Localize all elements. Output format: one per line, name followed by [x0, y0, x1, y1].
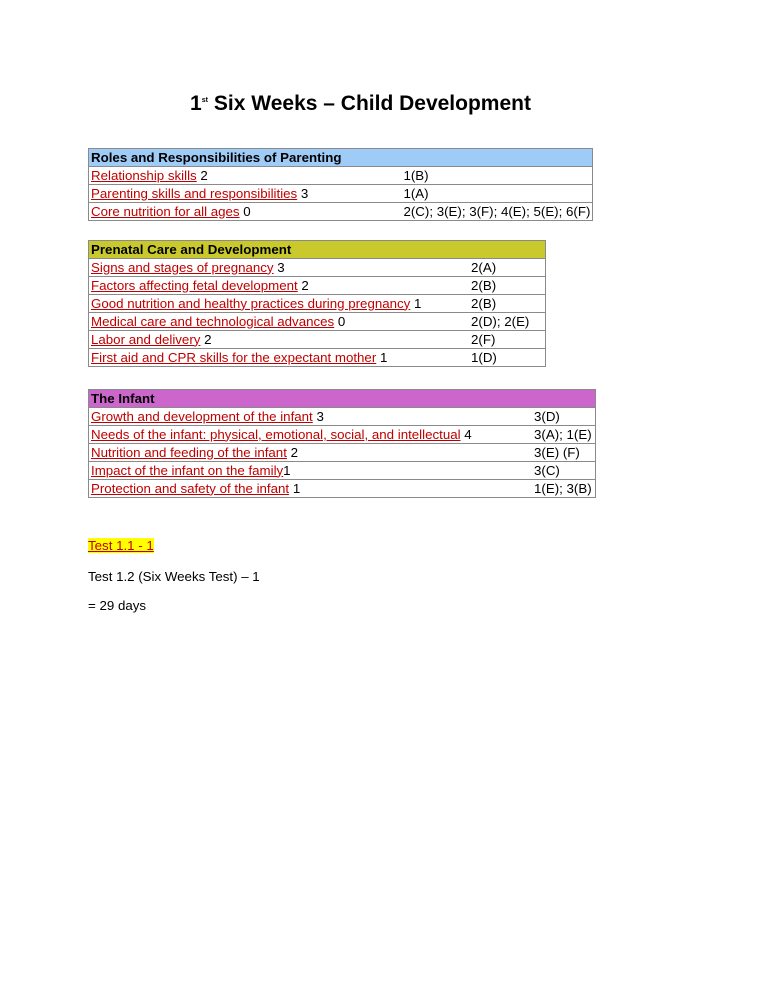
standard-code-cell [439, 277, 546, 295]
topic-cell [89, 426, 489, 444]
standard-code-cell [439, 349, 546, 367]
title-number: 1 [190, 92, 202, 115]
title-text: Six Weeks – Child Development [213, 92, 531, 115]
standard-code-cell [343, 203, 592, 221]
topic-cell [89, 349, 440, 367]
topic-link[interactable]: Nutrition and feeding of the infant [91, 444, 287, 460]
table-row [89, 408, 596, 426]
topic-cell [89, 480, 489, 498]
topic-count: 3 [277, 259, 285, 275]
standard-code-cell [488, 444, 596, 462]
standard-code: 3(A); 1(E) [534, 426, 592, 442]
topic-count: 2 [200, 167, 208, 183]
topic-cell [89, 408, 489, 426]
topic-count: 4 [464, 426, 472, 442]
topic-count: 1 [292, 480, 301, 496]
table-row [89, 349, 546, 367]
section-header-code-cell [343, 149, 592, 167]
topic-cell [89, 462, 489, 480]
standard-code-cell [439, 259, 546, 277]
section-table-roles-parenting [88, 148, 593, 221]
standard-code-cell [488, 480, 596, 498]
test-note-1 [88, 538, 154, 553]
topic-count: 3 [300, 185, 309, 201]
table-row [89, 426, 596, 444]
table-row [89, 295, 546, 313]
standard-code: 1(D) [471, 349, 497, 365]
table-row [89, 203, 593, 221]
section-header-row [89, 241, 546, 259]
standard-code-cell [439, 313, 546, 331]
standard-code-cell [343, 167, 592, 185]
table-row [89, 277, 546, 295]
topic-count: 0 [337, 313, 346, 329]
topic-count: 1 [283, 462, 291, 478]
section-header: Prenatal Care and Development [89, 241, 440, 259]
topic-count: 3 [316, 408, 324, 424]
topic-count: 1 [379, 349, 388, 365]
standard-code-cell [488, 462, 596, 480]
topic-cell [89, 295, 440, 313]
standard-code: 3(D) [534, 408, 560, 424]
section-header-code-cell [439, 241, 546, 259]
topic-link[interactable]: Growth and development of the infant [91, 408, 313, 424]
total-days-note: = 29 days [88, 598, 147, 613]
topic-cell [89, 167, 344, 185]
standard-code-cell [439, 295, 546, 313]
section-header-row [89, 149, 593, 167]
topic-link[interactable]: Needs of the infant: physical, emotional, social, and intellectual [91, 426, 461, 442]
section-header: The Infant [89, 390, 489, 408]
topic-count: 1 [414, 295, 422, 311]
standard-code-cell [439, 331, 546, 349]
test-link-highlighted[interactable]: Test 1.1 - 1 [88, 538, 154, 553]
table-row [89, 259, 546, 277]
topic-link[interactable]: Relationship skills [91, 167, 197, 183]
topic-link[interactable]: Medical care and technological advances [91, 313, 335, 329]
topic-link[interactable]: Core nutrition for all ages [91, 203, 240, 219]
standard-code-cell [488, 408, 596, 426]
topic-cell [89, 203, 344, 221]
topic-count: 2 [204, 331, 212, 347]
topic-link[interactable]: Signs and stages of pregnancy [91, 259, 274, 275]
topic-count: 2 [301, 277, 309, 293]
table-row [89, 444, 596, 462]
table-row [89, 480, 596, 498]
table-row [89, 313, 546, 331]
standard-code: 2(B) [471, 277, 497, 293]
table-row [89, 167, 593, 185]
topic-cell [89, 444, 489, 462]
table-row [89, 185, 593, 203]
section-header: Roles and Responsibilities of Parenting [89, 149, 344, 167]
standard-code-cell [343, 185, 592, 203]
standard-code-cell [488, 426, 596, 444]
section-table-prenatal-care [88, 240, 546, 367]
topic-cell [89, 313, 440, 331]
topic-link[interactable]: Protection and safety of the infant [91, 480, 290, 496]
standard-code: 2(C); 3(E); 3(F); 4(E); 5(E); 6(F) [403, 203, 591, 219]
standard-code: 1(A) [403, 185, 429, 201]
standard-code: 2(A) [471, 259, 497, 275]
table-row [89, 331, 546, 349]
standard-code: 3(C) [534, 462, 560, 478]
topic-cell [89, 331, 440, 349]
standard-code: 1(B) [403, 167, 429, 183]
table-row [89, 462, 596, 480]
title-ordinal-suffix: st [201, 97, 208, 104]
page-title [190, 92, 531, 116]
topic-link[interactable]: Impact of the infant on the family [91, 462, 284, 478]
topic-link[interactable]: First aid and CPR skills for the expectant mother [91, 349, 377, 365]
standard-code: 3(E) (F) [534, 444, 580, 460]
test-note-2: Test 1.2 (Six Weeks Test) – 1 [88, 569, 260, 584]
topic-count: 2 [290, 444, 299, 460]
standard-code: 1(E); 3(B) [534, 480, 592, 496]
section-table-the-infant [88, 389, 596, 498]
topic-link[interactable]: Factors affecting fetal development [91, 277, 298, 293]
topic-cell [89, 259, 440, 277]
topic-link[interactable]: Good nutrition and healthy practices during pregnancy [91, 295, 411, 311]
standard-code: 2(F) [471, 331, 496, 347]
standard-code: 2(B) [471, 295, 497, 311]
section-header-code-cell [488, 390, 596, 408]
standard-code: 2(D); 2(E) [471, 313, 530, 329]
topic-link[interactable]: Labor and delivery [91, 331, 201, 347]
topic-cell [89, 277, 440, 295]
topic-cell [89, 185, 344, 203]
topic-link[interactable]: Parenting skills and responsibilities [91, 185, 298, 201]
section-header-row [89, 390, 596, 408]
topic-count: 0 [243, 203, 251, 219]
